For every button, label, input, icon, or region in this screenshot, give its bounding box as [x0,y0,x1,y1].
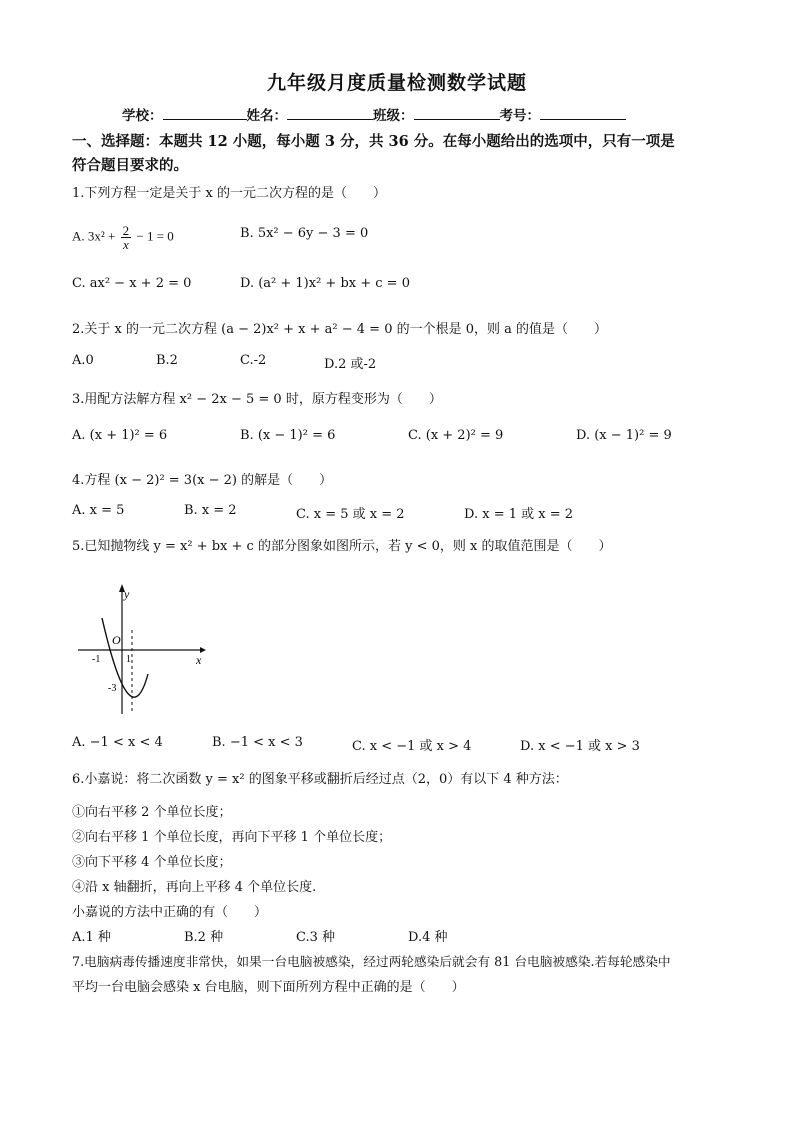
x-axis-label: x [196,653,202,667]
number-label: 考号： [499,108,540,124]
class-blank [414,105,500,120]
q3-option-a: A. (x + 1)² = 6 [72,428,168,443]
q3-option-c: C. (x + 2)² = 9 [408,428,504,443]
q6-method-4: ④沿 x 轴翻折，再向上平移 4 个单位长度. [72,880,317,895]
q2-option-c: C.-2 [240,353,267,368]
q5-option-a: A. −1 < x < 4 [72,735,163,750]
q4-option-a: A. x = 5 [72,503,125,518]
school-label: 学校： [122,108,163,124]
q1-a-fraction-num: 2 [122,223,130,238]
q4-stem: 4.方程 (x − 2)² = 3(x − 2) 的解是（ ） [72,473,333,488]
q5-option-c: C. x < −1 或 x > 4 [352,739,472,754]
school-blank [163,105,247,120]
q1-option-c: C. ax² − x + 2 = 0 [72,276,192,291]
q4-option-b: B. x = 2 [184,503,237,518]
q6-method-3: ③向下平移 4 个单位长度； [72,855,232,870]
page-title: 九年级月度质量检测数学试题 [266,72,527,94]
q5-option-d: D. x < −1 或 x > 3 [520,739,640,754]
q5-parabola-graph [72,578,212,718]
q7-stem-line2: 平均一台电脑会感染 x 台电脑，则下面所列方程中正确的是（ ） [72,980,465,995]
student-info-line [122,104,626,124]
q6-option-b: B.2 种 [184,930,224,945]
q2-option-a: A.0 [72,353,94,368]
name-blank [287,105,373,120]
q2-option-b: B.2 [156,353,178,368]
class-label: 班级： [373,108,414,124]
q6-method-1: ①向右平移 2 个单位长度； [72,805,232,820]
one-label: 1 [126,654,131,665]
q6-option-a: A.1 种 [72,930,111,945]
q6-question: 小嘉说的方法中正确的有（ ） [72,905,268,920]
q1-a-fraction-den: x [122,237,129,252]
q6-option-c: C.3 种 [296,930,336,945]
section-heading: 一、选择题：本题共 12 小题，每小题 3 分，共 36 分。在每小题给出的选项中，只有一项是 [72,133,675,150]
origin-label: O [112,633,121,647]
name-label: 姓名： [246,108,287,124]
q1-a-prefix: A. 3x² + [72,228,116,244]
q2-stem: 2.关于 x 的一元二次方程 (a − 2)x² + x + a² − 4 = 0 的一个根是 0，则 a 的值是（ ） [72,322,608,337]
q1-option-a [72,224,174,251]
q4-option-c: C. x = 5 或 x = 2 [296,507,405,522]
q6-stem: 6.小嘉说：将二次函数 y = x² 的图象平移或翻折后经过点（2，0）有以下 4 种方法： [72,772,568,787]
q1-a-fraction [121,224,132,251]
q3-option-d: D. (x − 1)² = 9 [576,428,672,443]
q6-method-2: ②向右平移 1 个单位长度，再向下平移 1 个单位长度； [72,830,392,845]
y-axis-label: y [124,587,130,601]
q1-option-b: B. 5x² − 6y − 3 = 0 [240,226,369,241]
q3-option-b: B. (x − 1)² = 6 [240,428,336,443]
q2-option-d: D.2 或-2 [324,357,377,372]
q1-stem: 1.下列方程一定是关于 x 的一元二次方程的是（ ） [72,186,386,201]
number-blank [540,105,626,120]
q7-stem-line1: 7.电脑病毒传播速度非常快，如果一台电脑被感染，经过两轮感染后就会有 81 台电脑被感染.若每轮感染中 [72,954,671,969]
neg-one-label: -1 [92,654,101,665]
q4-option-d: D. x = 1 或 x = 2 [464,507,574,522]
section-heading-cont: 符合题目要求的。 [72,157,188,174]
q3-stem: 3.用配方法解方程 x² − 2x − 5 = 0 时，原方程变形为（ ） [72,392,442,407]
neg-three-label: -3 [108,683,117,694]
q1-a-suffix: − 1 = 0 [136,228,174,244]
q6-option-d: D.4 种 [408,930,448,945]
q5-stem: 5.已知抛物线 y = x² + bx + c 的部分图象如图所示，若 y < 0，则 x 的取值范围是（ ） [72,539,612,554]
q5-option-b: B. −1 < x < 3 [212,735,303,750]
q1-option-d: D. (a² + 1)x² + bx + c = 0 [240,276,410,291]
